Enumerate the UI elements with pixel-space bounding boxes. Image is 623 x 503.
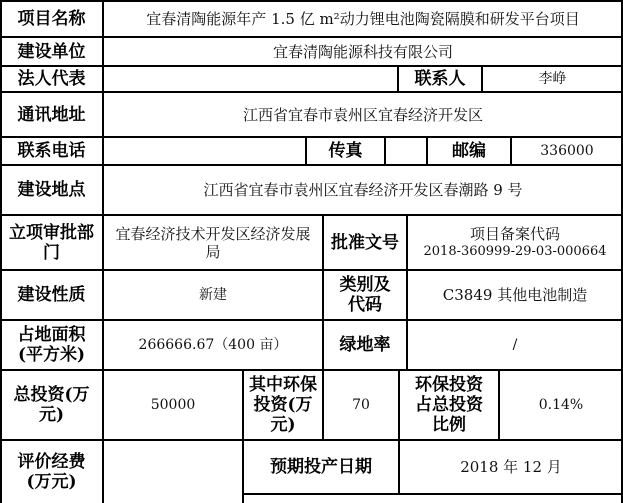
col-divider	[406, 214, 408, 370]
row-divider	[0, 164, 623, 166]
approval-no-value-line2: 2018-360999-29-03-000664	[423, 243, 607, 259]
col-divider	[426, 136, 428, 165]
approval-dept-value: 宜春经济技术开发区经济发展局	[115, 224, 311, 261]
approval-dept-label: 立项审批部门	[9, 222, 94, 263]
env-investment-value: 70	[352, 397, 370, 413]
construction-unit-label: 建设单位	[17, 41, 86, 62]
col-divider	[510, 136, 512, 165]
row-divider	[0, 369, 623, 371]
table-border-top	[0, 0, 623, 2]
row-divider	[0, 319, 623, 321]
table-border-left	[0, 0, 2, 503]
category-label: 类别及代码	[339, 275, 391, 315]
eval-fee-label: 评价经费(万元)	[17, 451, 86, 492]
total-investment-value: 50000	[150, 397, 196, 413]
eval-fee-value	[103, 440, 243, 503]
site-value: 江西省宜春市袁州区宜春经济开发区春潮路 9 号	[203, 181, 523, 199]
col-divider	[242, 369, 244, 503]
col-divider	[397, 65, 399, 92]
col-divider	[102, 0, 104, 503]
construction-unit-value: 宜春清陶能源科技有限公司	[272, 42, 453, 61]
site-label: 建设地点	[17, 180, 86, 200]
col-divider	[398, 369, 400, 494]
fax-value	[385, 137, 427, 165]
green-rate-value: /	[512, 337, 518, 353]
row-divider	[0, 65, 623, 67]
postcode-label: 邮编	[452, 141, 486, 161]
approval-no-value-line1: 项目备案代码	[469, 224, 560, 243]
total-investment-label: 总投资(万元)	[13, 385, 90, 425]
col-divider	[322, 369, 324, 440]
col-divider	[384, 136, 386, 165]
nature-label: 建设性质	[17, 285, 86, 305]
env-ratio-label: 环保投资占总投资比例	[415, 375, 483, 435]
expected-date-label: 预期投产日期	[270, 457, 372, 477]
expected-date-value: 2018 年 12 月	[460, 458, 562, 476]
project-name-value: 宜春清陶能源年产 1.5 亿 m²动力锂电池陶瓷隔膜和研发平台项目	[146, 9, 580, 28]
col-divider	[498, 369, 500, 440]
project-name-label: 项目名称	[17, 8, 86, 29]
row-divider	[0, 214, 623, 216]
postcode-value: 336000	[540, 143, 594, 159]
area-value: 266666.67（400 亩）	[138, 337, 288, 353]
row-divider	[0, 269, 623, 271]
env-investment-label: 其中环保投资(万元)	[249, 375, 317, 435]
col-divider	[322, 214, 324, 370]
category-value: C3849 其他电池制造	[442, 286, 588, 304]
row-divider	[0, 136, 623, 138]
address-label: 通讯地址	[17, 104, 86, 125]
legal-rep-label: 法人代表	[17, 69, 86, 89]
col-divider	[481, 65, 483, 92]
green-rate-label: 绿地率	[339, 335, 391, 355]
row-divider	[0, 439, 623, 441]
contact-person-value: 李峥	[538, 71, 567, 87]
row-divider	[0, 91, 623, 93]
approval-no-value	[407, 215, 623, 270]
env-ratio-value: 0.14%	[538, 397, 584, 413]
nature-value: 新建	[199, 287, 227, 303]
phone-value	[103, 137, 306, 165]
approval-no-label: 批准文号	[331, 232, 399, 253]
legal-rep-value	[103, 66, 398, 92]
fax-label: 传真	[328, 141, 363, 161]
phone-label: 联系电话	[17, 141, 86, 161]
row-divider	[243, 493, 623, 495]
col-divider	[305, 136, 307, 165]
contact-person-label: 联系人	[414, 69, 466, 89]
address-value: 江西省宜春市袁州区宜春经济开发区	[242, 105, 483, 124]
area-label: 占地面积(平方米)	[17, 325, 86, 365]
row-divider	[0, 36, 623, 38]
